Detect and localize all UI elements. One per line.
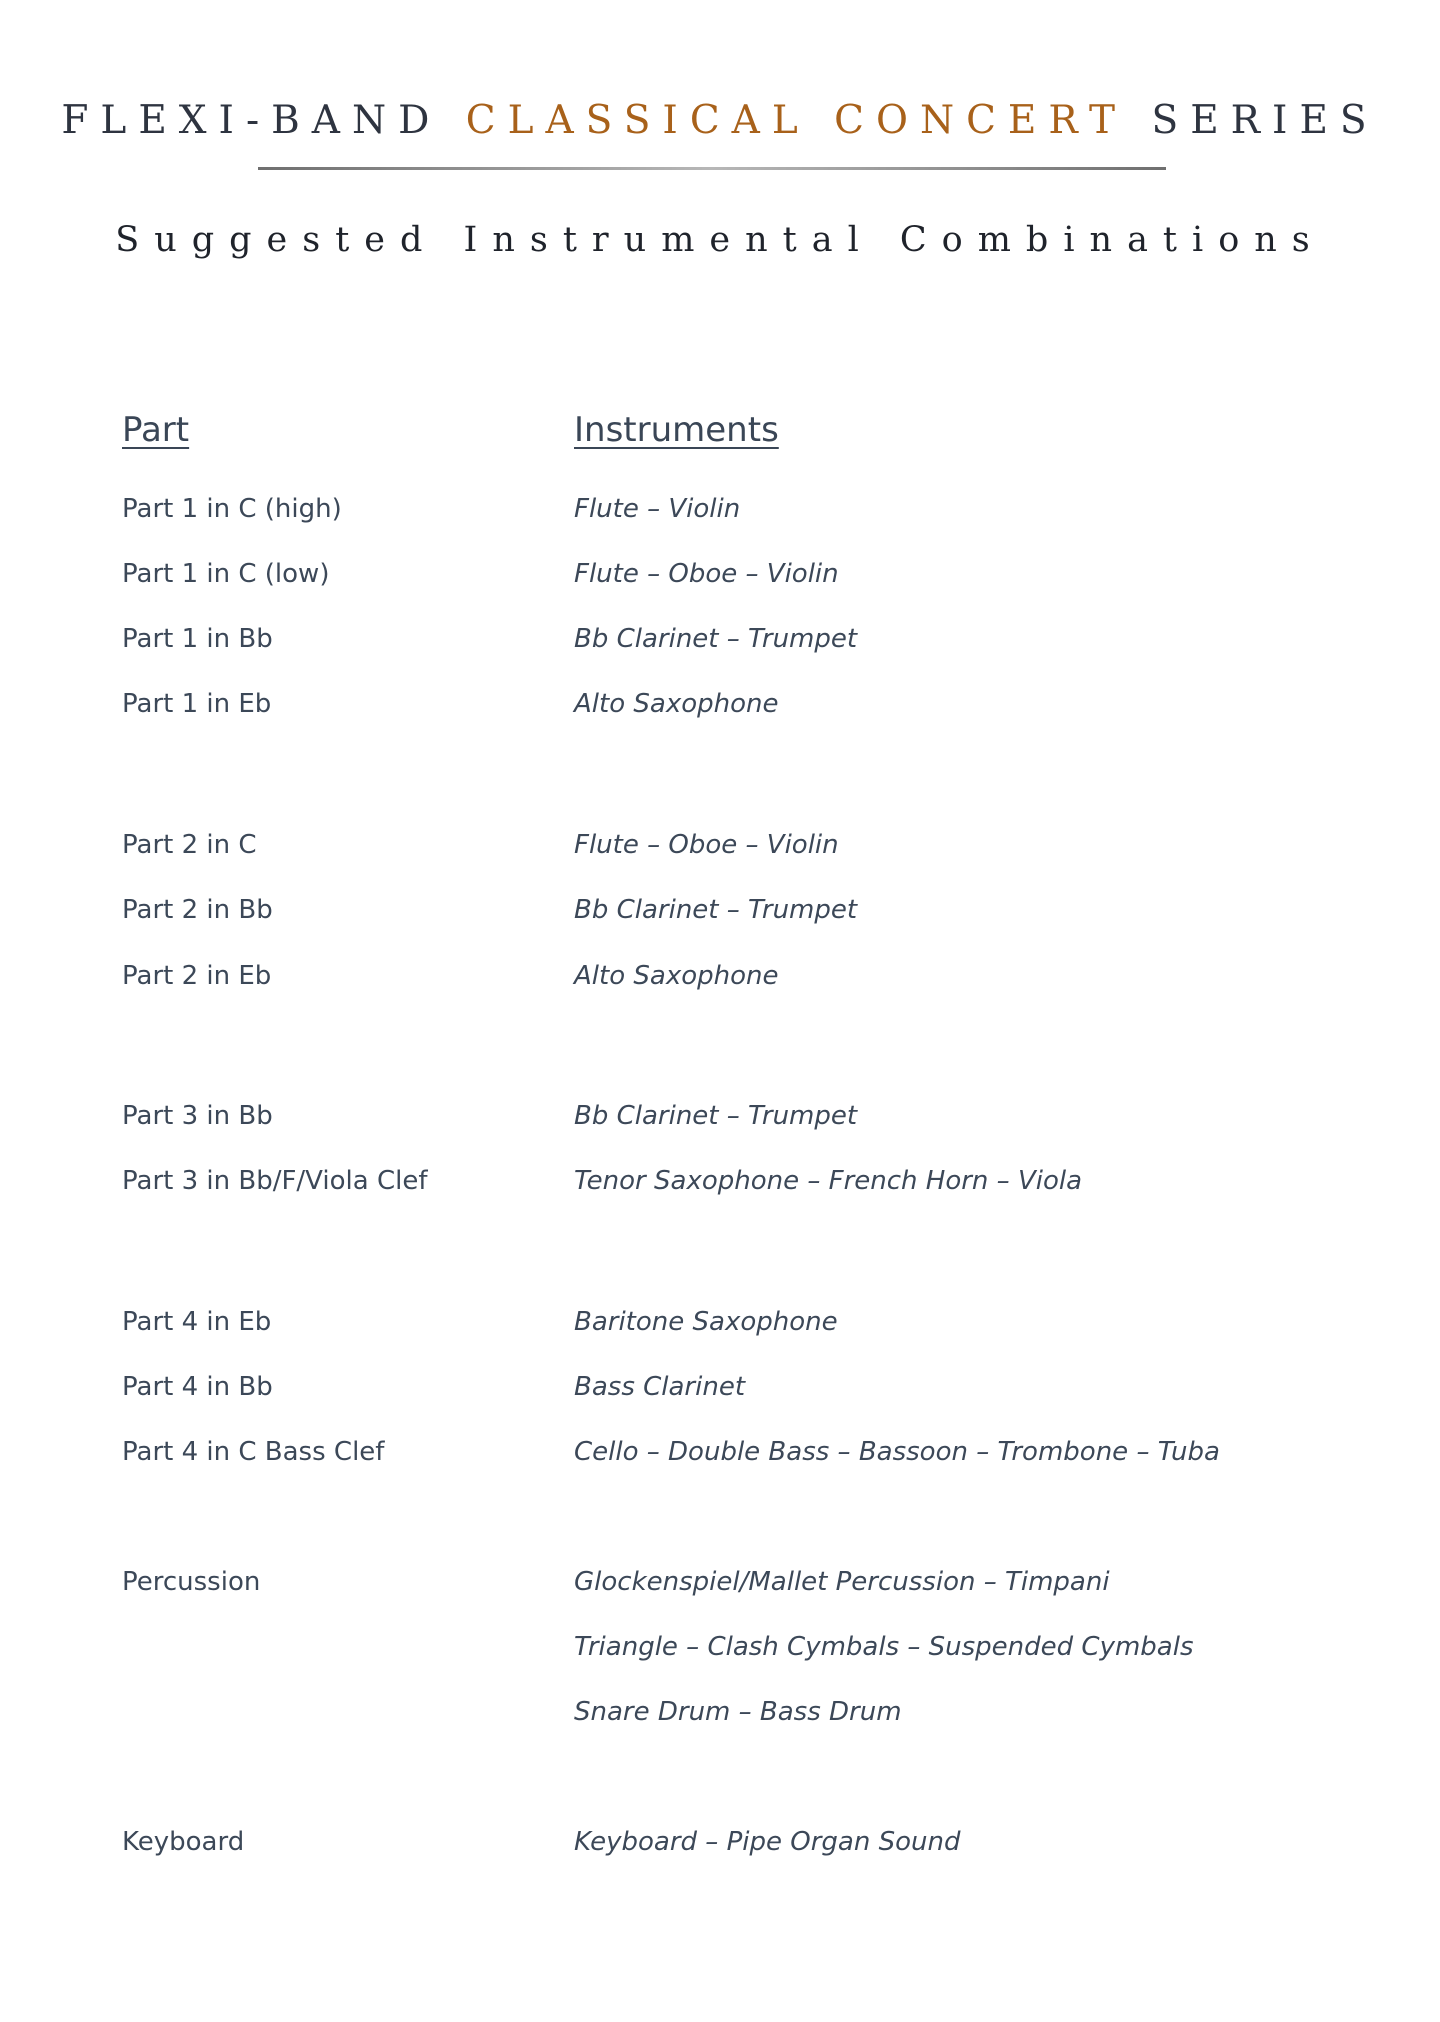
part-column-header: Part bbox=[122, 410, 190, 450]
instruments-column-header: Instruments bbox=[574, 410, 779, 450]
header-divider bbox=[258, 167, 1166, 170]
instruments-label: Keyboard – Pipe Organ Sound bbox=[574, 1827, 961, 1857]
instruments-label: Triangle – Clash Cymbals – Suspended Cymbals bbox=[574, 1632, 1194, 1662]
part-label: Part 1 in C (high) bbox=[122, 494, 342, 524]
instruments-label: Bb Clarinet – Trumpet bbox=[574, 1101, 858, 1131]
part-label: Part 4 in C Bass Clef bbox=[122, 1437, 385, 1467]
part-label: Part 4 in Bb bbox=[122, 1372, 273, 1402]
instruments-label: Bb Clarinet – Trumpet bbox=[574, 624, 858, 654]
instruments-label: Bass Clarinet bbox=[574, 1372, 746, 1402]
instruments-label: Tenor Saxophone – French Horn – Viola bbox=[574, 1166, 1083, 1196]
page-subtitle: Suggested Instrumental Combinations bbox=[115, 220, 1325, 260]
part-label: Part 3 in Bb bbox=[122, 1101, 273, 1131]
part-label: Part 3 in Bb/F/Viola Clef bbox=[122, 1166, 428, 1196]
instruments-label: Alto Saxophone bbox=[574, 961, 779, 991]
instruments-label: Cello – Double Bass – Bassoon – Trombone – Tuba bbox=[574, 1437, 1220, 1467]
instruments-label: Flute – Violin bbox=[574, 494, 741, 524]
title-accent: CLASSICAL CONCERT bbox=[465, 98, 1128, 143]
page-title bbox=[0, 98, 1440, 143]
instruments-label: Baritone Saxophone bbox=[574, 1307, 838, 1337]
instruments-label: Glockenspiel/Mallet Percussion – Timpani bbox=[574, 1567, 1110, 1597]
part-label: Part 1 in C (low) bbox=[122, 559, 330, 589]
instruments-label: Snare Drum – Bass Drum bbox=[574, 1697, 902, 1727]
title-prefix: FLEXI-BAND bbox=[61, 98, 442, 143]
title-suffix: SERIES bbox=[1151, 98, 1379, 143]
instruments-label: Flute – Oboe – Violin bbox=[574, 830, 839, 860]
instruments-label: Bb Clarinet – Trumpet bbox=[574, 895, 858, 925]
part-label: Part 4 in Eb bbox=[122, 1307, 272, 1337]
part-label: Keyboard bbox=[122, 1827, 245, 1857]
instruments-label: Alto Saxophone bbox=[574, 689, 779, 719]
part-label: Part 2 in Bb bbox=[122, 895, 273, 925]
instruments-label: Flute – Oboe – Violin bbox=[574, 559, 839, 589]
part-label: Part 2 in C bbox=[122, 830, 257, 860]
part-label: Part 1 in Eb bbox=[122, 689, 272, 719]
part-label: Percussion bbox=[122, 1567, 261, 1597]
part-label: Part 1 in Bb bbox=[122, 624, 273, 654]
part-label: Part 2 in Eb bbox=[122, 961, 272, 991]
